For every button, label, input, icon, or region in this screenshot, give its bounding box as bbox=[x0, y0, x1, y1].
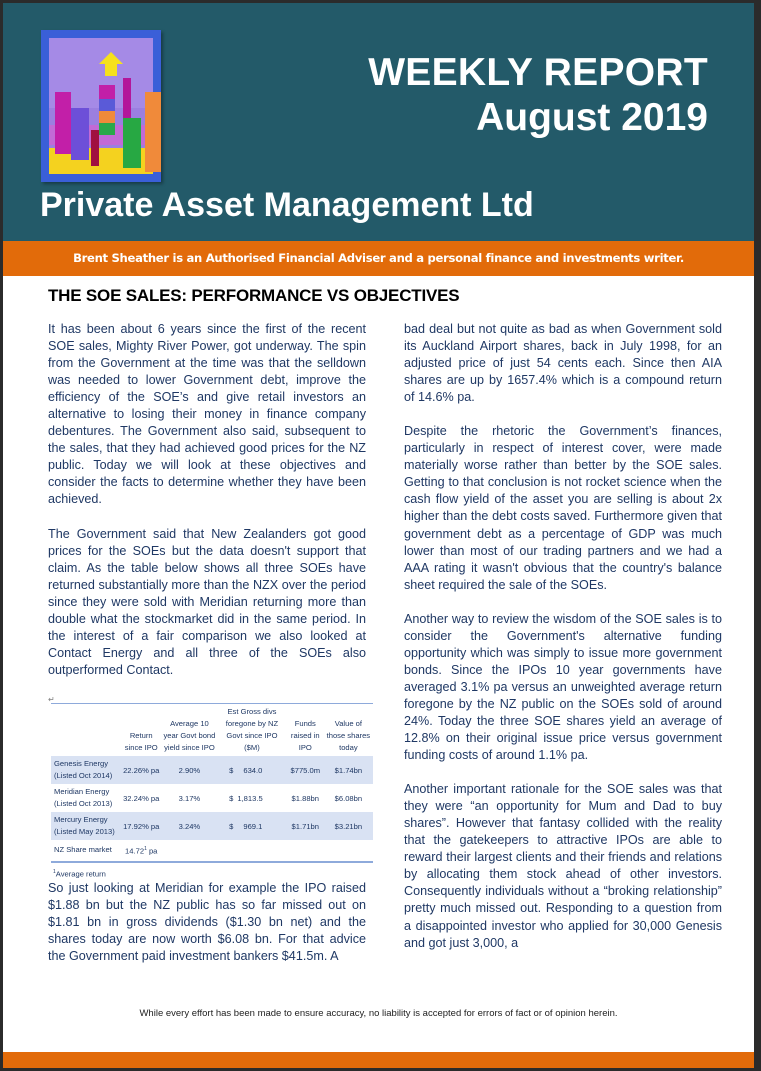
market-cell: NZ Share market bbox=[54, 845, 112, 855]
table-row-market bbox=[51, 840, 373, 862]
divs-cell: $ 969.1 bbox=[217, 812, 287, 840]
table-header-value-today: Value of those shares today bbox=[326, 719, 371, 752]
return-cell: 22.26% pa bbox=[121, 756, 162, 784]
funds-cell: $775.0m bbox=[287, 756, 324, 784]
table-header-bond-yield: Average 10 year Govt bond yield since IPO bbox=[163, 719, 216, 752]
author-banner: Brent Sheather is an Authorised Financial Adviser and a personal finance and investments writer. bbox=[3, 241, 754, 276]
paragraph: Another important rationale for the SOE sales was that they were “an opportunity for Mum and Dad to buy shares”. However that fantasy collided with the reality that the gatekeepers to attractive IPOs are able to reward their largest clients and their friends and relations by allocating them stock ahead of other investors. Consequently individuals without a “broking relationship” pretty much missed out. Responding to a question from a disappointed investor who applied for 30,000 Genesis and got just 3,000, a bbox=[404, 782, 722, 950]
report-title: WEEKLY REPORT bbox=[368, 51, 708, 94]
divs-cell: $ 1,813.5 bbox=[229, 793, 263, 803]
article-headline: THE SOE SALES: PERFORMANCE VS OBJECTIVES bbox=[48, 286, 460, 305]
table-row bbox=[51, 812, 373, 840]
paragraph: So just looking at Meridian for example the IPO raised $1.88 bn but the NZ public has so far missed out on $1.81 bn in gross dividends ($1.30 bn net) and the shares today are now worth $6.08 bn. For that advice the Government paid investment bankers $41.5m. A bbox=[48, 881, 366, 964]
logo-image bbox=[41, 30, 161, 182]
table-header-row bbox=[51, 704, 373, 757]
paragraph: Another way to review the wisdom of the SOE sales is to consider the Government's alternative funding opportunity which was simply to issue more government bonds. Since the IPOs 10 year governments have averaged 3.1% pa versus an unweighted average return foregone by the NZ public on the SOEs sold of around 24%. Today the three SOE shares yield an average of 12.8% on their original issue price versus government funding costs of around 1.1% pa. bbox=[404, 611, 722, 763]
table-header-blank bbox=[51, 704, 121, 757]
table-header-divs-foregone: Est Gross divs foregone by NZ Govt since IPO ($M) bbox=[225, 707, 279, 752]
soe-performance-table bbox=[51, 703, 373, 863]
market-return-cell: 14.72$^1$ pa bbox=[125, 846, 158, 856]
value-cell: $1.74bn bbox=[324, 756, 373, 784]
company-cell: Meridian Energy (Listed Oct 2013) bbox=[54, 787, 113, 808]
table-anchor-icon: ↵ bbox=[48, 695, 55, 704]
article-column-left bbox=[48, 321, 366, 696]
report-header bbox=[3, 3, 754, 241]
paragraph: Despite the rhetoric the Government’s finances, particularly in respect of interest cover, were made materially worse rather than better by the SOE sales. Getting to that conclusion is not rocket science when the cash flow yield of the asset you are selling is about 2x higher than the debt costs saved. Furthermore given that government debt as a percentage of GDP was much lower than most of our trading partners and we had a AAA rating it wasn't obvious that the country's balance sheet required the sale of the SOEs. bbox=[404, 424, 722, 592]
paragraph: The Government said that New Zealanders got good prices for the SOEs but the data doesn't support that claim. As the table below shows all three SOEs have returned substantially more than the NZX over the period since they were sold with Meridian returning more than double what the stockmarket did in the same period. In the interest of a fair comparison we also looked at Contact Energy and all three of the SOEs also outperformed Contact. bbox=[48, 526, 366, 677]
table-footnote: $^1$Average return bbox=[53, 868, 106, 879]
bond-yield-cell: 3.17% bbox=[178, 793, 201, 803]
report-page bbox=[3, 3, 754, 1068]
company-cell: Genesis Energy (Listed Oct 2014) bbox=[51, 756, 121, 784]
table-header-funds-raised: Funds raised in IPO bbox=[290, 719, 320, 752]
building-blocks-illustration-icon bbox=[41, 30, 161, 182]
bond-yield-cell: 2.90% bbox=[162, 756, 217, 784]
footer-bar bbox=[3, 1052, 754, 1068]
table-row bbox=[51, 756, 373, 784]
value-cell: $6.08bn bbox=[334, 793, 363, 803]
return-cell: 17.92% pa bbox=[121, 812, 162, 840]
disclaimer: While every effort has been made to ensure accuracy, no liability is accepted for errors of fact or of opinion herein. bbox=[139, 1008, 618, 1019]
table-row bbox=[51, 784, 373, 812]
return-cell: 32.24% pa bbox=[123, 793, 160, 803]
company-name: Private Asset Management Ltd bbox=[40, 186, 534, 224]
divs-cell: $ 634.0 bbox=[217, 756, 287, 784]
value-cell: $3.21bn bbox=[324, 812, 373, 840]
article-column-right bbox=[404, 321, 722, 969]
paragraph: It has been about 6 years since the first of the recent SOE sales, Mighty River Power, got underway. The spin from the Government at the time was that the selldown was needed to lower Government debt, improve the efficiency of the SOE’s and give retail investors an alternative to losing their money in finance company debentures. The Government also said, subsequent to the sales, that they had achieved good prices for the NZ public. Today we will look at these objectives and consider the facts to determine whether they have been achieved. bbox=[48, 322, 366, 507]
paragraph: bad deal but not quite as bad as when Government sold its Auckland Airport shares, back in July 1998, for an adjusted price of just 54 cents each. Since then AIA shares are up by 1657.4% which is a compound return of 14.6% pa. bbox=[404, 322, 722, 405]
table-header-return: Return since IPO bbox=[124, 731, 158, 752]
bond-yield-cell: 3.24% bbox=[162, 812, 217, 840]
report-date: August 2019 bbox=[476, 96, 708, 139]
company-cell: Mercury Energy (Listed May 2013) bbox=[51, 812, 121, 840]
funds-cell: $1.88bn bbox=[291, 793, 319, 803]
funds-cell: $1.71bn bbox=[287, 812, 324, 840]
article-column-left-continued bbox=[48, 880, 366, 982]
soe-performance-table-container bbox=[48, 695, 373, 878]
